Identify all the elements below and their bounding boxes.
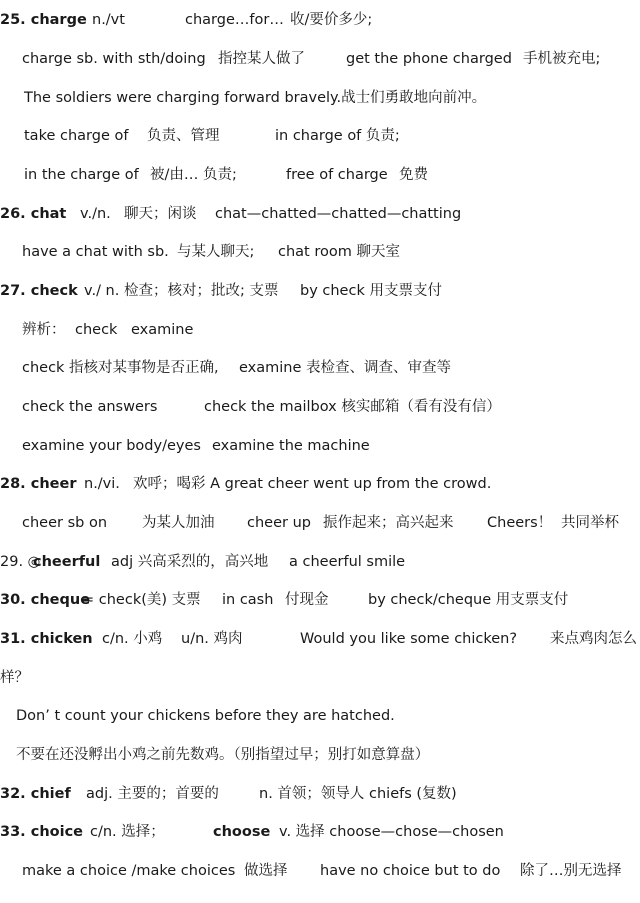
phrase: charge…for… [185,12,284,28]
translation: 指控某人做了 [218,51,305,67]
phrase: in cash [222,592,274,608]
part-of-speech: n./vi. [84,476,120,492]
phrase: take charge of [24,128,129,144]
translation: 手机被充电; [523,51,601,67]
term: examine [131,322,194,338]
phrase: a cheerful smile [289,554,406,570]
phrase: make a choice /make choices [22,863,236,879]
definition: 欢呼；喝彩 A great cheer went up from the crowd. [133,476,492,492]
headword-chat: 26. chat [0,206,67,222]
phrase: cheer up [247,515,311,531]
phrase: in the charge of [24,167,139,183]
headword-chicken: 31. chicken [0,631,93,647]
part-of-speech: v./n. [80,206,111,222]
label: 辨析： [22,322,66,338]
headword-choose: choose [213,824,271,840]
headword-charge: 25. charge [0,12,87,28]
example-sentence: Would you like some chicken? [300,631,518,647]
definition: c/n. 小鸡 [102,631,163,647]
phrase: have no choice but to do [320,863,501,879]
definition: = check(美) 支票 [82,592,201,608]
definition: adj 兴高采烈的，高兴地 [111,554,269,570]
headword-chief: 32. chief [0,786,71,802]
definition: u/n. 鸡肉 [181,631,243,647]
translation: 来点鸡肉怎么 [550,631,637,647]
entry-number: 29. ◎ [0,554,41,570]
translation: 免费 [399,167,428,183]
phrase: examine your body/eyes [22,438,201,454]
definition: c/n. 选择； [90,824,165,840]
phrase: Cheers！ [487,515,553,531]
definition: v./ n. 检查；核对；批改; 支票 [84,283,279,299]
translation: 负责、管理 [147,128,220,144]
translation: 为某人加油 [142,515,215,531]
translation: 做选择 [244,863,288,879]
phrase: check the mailbox 核实邮箱（看有没有信） [204,399,501,415]
explanation: examine 表检查、调查、审查等 [239,360,452,376]
headword-choice: 33. choice [0,824,84,840]
definition: v. 选择 choose—chose—chosen [279,824,504,840]
explanation: check 指核对某事物是否正确, [22,360,219,376]
translation: 与某人聊天; [177,244,255,260]
translation: 除了…别无选择 [520,863,622,879]
phrase: by check/cheque 用支票支付 [368,592,569,608]
translation: 付现金 [285,592,329,608]
translation: 被/由… 负责; [150,167,237,183]
translation: 振作起来；高兴起来 [323,515,454,531]
phrase: free of charge [286,167,388,183]
translation: 收/要价多少; [290,12,373,28]
headword-cheque: 30. cheque [0,592,91,608]
translation: 共同举杯 [561,515,619,531]
definition: adj. 主要的；首要的 [86,786,219,802]
translation: 聊天；闲谈 [124,206,197,222]
word-forms: chat—chatted—chatted—chatting [215,206,462,222]
example-sentence: The soldiers were charging forward bravely.战士们勇敢地向前冲。 [24,90,487,106]
phrase: in charge of 负责; [275,128,400,144]
headword-cheer: 28. cheer [0,476,77,492]
phrase: cheer sb on [22,515,108,531]
phrase: get the phone charged [346,51,512,67]
term: check [75,322,118,338]
definition: n. 首领；领导人 chiefs (复数) [259,786,457,802]
headword-cheerful: cheerful [33,554,101,570]
phrase: charge sb. with sth/doing [22,51,206,67]
translation: 样？ [0,670,29,686]
translation: 不要在还没孵出小鸡之前先数鸡。（别指望过早；别打如意算盘） [16,747,430,763]
phrase: examine the machine [212,438,370,454]
phrase: chat room 聊天室 [278,244,400,260]
headword-check: 27. check [0,283,78,299]
part-of-speech: n./vt [92,12,125,28]
phrase: have a chat with sb. [22,244,169,260]
phrase: check the answers [22,399,158,415]
phrase: by check 用支票支付 [300,283,442,299]
example-sentence: Don’ t count your chickens before they are hatched. [16,708,395,724]
